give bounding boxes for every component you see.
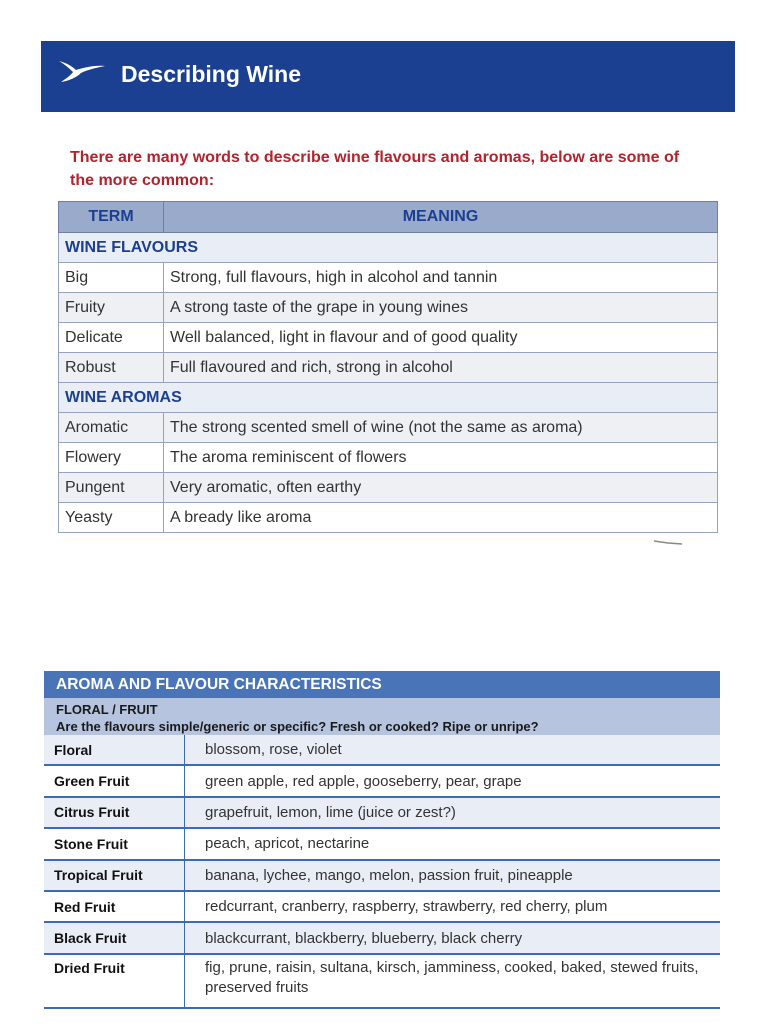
table-row — [44, 797, 720, 828]
category-cell: Green Fruit — [44, 765, 185, 796]
description-cell: grapefruit, lemon, lime (juice or zest?) — [185, 797, 721, 828]
meaning-cell: The strong scented smell of wine (not the same as aroma) — [164, 413, 718, 443]
category-cell: Dried Fruit — [44, 954, 185, 1008]
table-header-row — [59, 202, 718, 233]
category-cell: Red Fruit — [44, 891, 185, 922]
term-cell: Big — [59, 263, 164, 293]
meaning-cell: A bready like aroma — [164, 503, 718, 533]
category-cell: Citrus Fruit — [44, 797, 185, 828]
bird-logo-icon — [57, 55, 107, 85]
table-row — [44, 828, 720, 859]
term-cell: Aromatic — [59, 413, 164, 443]
meaning-cell: Very aromatic, often earthy — [164, 473, 718, 503]
table-row — [59, 353, 718, 383]
table-row — [59, 503, 718, 533]
meaning-cell: Full flavoured and rich, strong in alcohol — [164, 353, 718, 383]
meaning-cell: Well balanced, light in flavour and of good quality — [164, 323, 718, 353]
description-cell: redcurrant, cranberry, raspberry, strawberry, red cherry, plum — [185, 891, 721, 922]
panel-subheader — [44, 698, 720, 735]
category-cell: Tropical Fruit — [44, 860, 185, 891]
table-row — [44, 954, 720, 1008]
description-cell: blackcurrant, blackberry, blueberry, black cherry — [185, 922, 721, 953]
term-column-header: TERM — [59, 202, 164, 233]
term-cell: Pungent — [59, 473, 164, 503]
description-cell: fig, prune, raisin, sultana, kirsch, jamminess, cooked, baked, stewed fruits, preserved fruits — [185, 954, 721, 1008]
header-banner — [41, 41, 735, 112]
meaning-cell: The aroma reminiscent of flowers — [164, 443, 718, 473]
description-cell: blossom, rose, violet — [185, 735, 721, 765]
page-title: Describing Wine — [121, 61, 301, 87]
table-row — [44, 860, 720, 891]
table-row — [59, 293, 718, 323]
term-cell: Delicate — [59, 323, 164, 353]
category-cell: Floral — [44, 735, 185, 765]
section-row-aromas — [59, 383, 718, 413]
description-cell: banana, lychee, mango, melon, passion fruit, pineapple — [185, 860, 721, 891]
meaning-cell: A strong taste of the grape in young wines — [164, 293, 718, 323]
section-title: WINE FLAVOURS — [59, 233, 718, 263]
section-title: WINE AROMAS — [59, 383, 718, 413]
table-row — [44, 922, 720, 953]
term-cell: Fruity — [59, 293, 164, 323]
subheader-title: FLORAL / FRUIT — [56, 702, 158, 717]
table-row — [59, 263, 718, 293]
table-row — [59, 413, 718, 443]
term-cell: Yeasty — [59, 503, 164, 533]
table-row — [44, 735, 720, 765]
description-cell: peach, apricot, nectarine — [185, 828, 721, 859]
aroma-flavour-panel — [44, 671, 720, 1009]
table-row — [59, 323, 718, 353]
panel-title: AROMA AND FLAVOUR CHARACTERISTICS — [44, 671, 720, 698]
table-row — [44, 765, 720, 796]
wine-terms-table — [58, 201, 718, 533]
table-row — [59, 443, 718, 473]
table-row — [44, 891, 720, 922]
term-cell: Robust — [59, 353, 164, 383]
term-cell: Flowery — [59, 443, 164, 473]
meaning-column-header: MEANING — [164, 202, 718, 233]
meaning-cell: Strong, full flavours, high in alcohol and tannin — [164, 263, 718, 293]
table-row — [59, 473, 718, 503]
decorative-mark — [652, 538, 684, 546]
subheader-question: Are the flavours simple/generic or specific? Fresh or cooked? Ripe or unripe? — [56, 719, 539, 734]
category-cell: Stone Fruit — [44, 828, 185, 859]
intro-text: There are many words to describe wine flavours and aromas, below are some of the more common: — [70, 149, 680, 189]
section-row-flavours — [59, 233, 718, 263]
category-cell: Black Fruit — [44, 922, 185, 953]
description-cell: green apple, red apple, gooseberry, pear, grape — [185, 765, 721, 796]
characteristics-table — [44, 735, 720, 1009]
